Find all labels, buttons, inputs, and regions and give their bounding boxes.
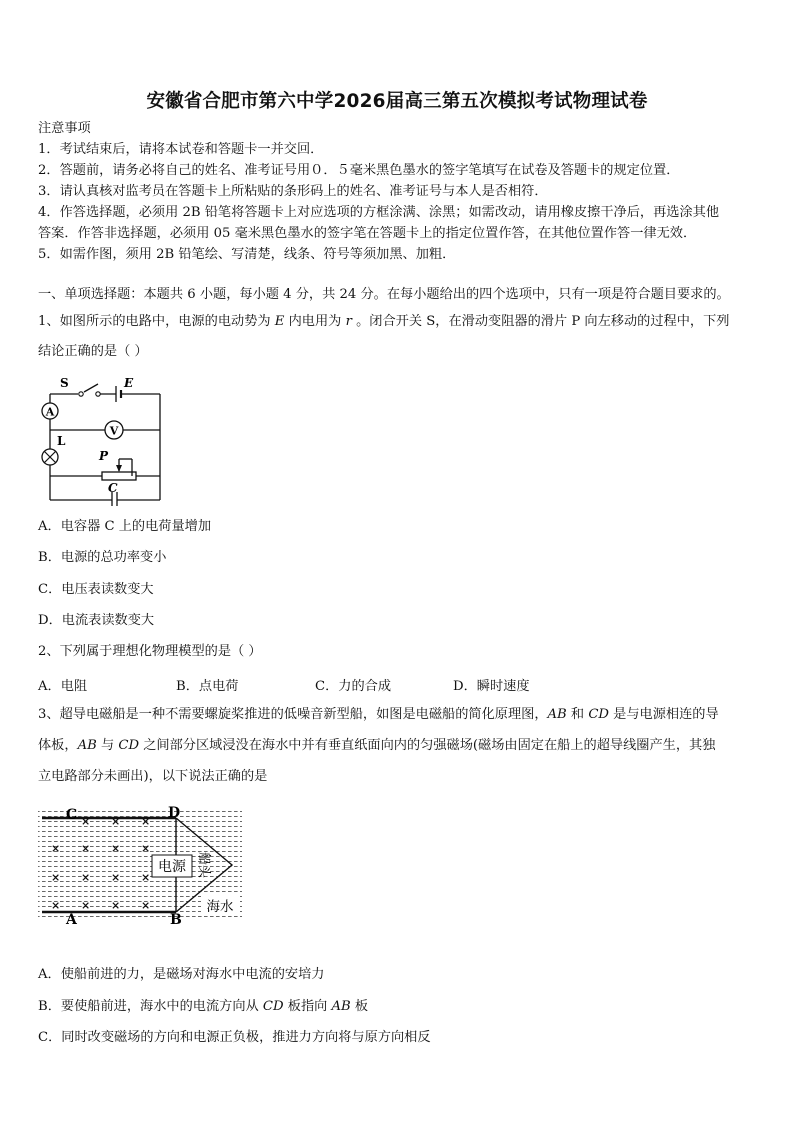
q3-option-b-part-b: 板指向 [283, 999, 332, 1014]
lamp-label: L [57, 434, 66, 448]
notice-item-2: 2．答题前，请务必将自己的姓名、准考证号用０．５毫米黑色墨水的签字笔填写在试卷及答题卡的规定位置． [38, 163, 680, 178]
q3-cd: CD [588, 707, 609, 722]
svg-text:×: × [141, 815, 151, 828]
q1-circuit-diagram [36, 372, 168, 506]
svg-text:×: × [81, 815, 91, 828]
svg-text:×: × [51, 842, 61, 855]
slider-arrow-icon [116, 465, 122, 472]
q3-option-b-ab: AB [331, 999, 351, 1014]
svg-text:×: × [111, 842, 121, 855]
svg-text:×: × [51, 871, 61, 884]
voltmeter-label: V [109, 424, 119, 438]
notice-item-5: 5．如需作图，须用 2B 铅笔绘、写清楚，线条、符号等须加黑、加粗． [38, 247, 456, 262]
q1-option-d: D．电流表读数变大 [38, 613, 155, 628]
svg-text:×: × [81, 871, 91, 884]
q2-option-b: B．点电荷 [176, 679, 239, 694]
q2-stem: 2、下列属于理想化物理模型的是（ ） [38, 644, 262, 659]
q3-stem2-part-b: 与 [96, 738, 119, 753]
q3-option-b-part-c: 板 [350, 999, 369, 1014]
q3-ab-2: AB [77, 738, 97, 753]
svg-text:×: × [111, 871, 121, 884]
lamp-icon [42, 449, 58, 465]
q3-option-c: C．同时改变磁场的方向和电源正负极，推进力方向将与原方向相反 [38, 1030, 431, 1045]
q1-stem-part-a: 1、如图所示的电路中，电源的电动势为 [38, 314, 271, 329]
svg-text:×: × [141, 842, 151, 855]
q3-option-b-cd: CD [262, 999, 284, 1014]
notice-item-4-cont: 答案．作答非选择题，必须用 05 毫米黑色墨水的签字笔在答题卡上的指定位置作答，在其他位置作答一律无效． [38, 226, 697, 241]
switch-contact-right [96, 392, 100, 396]
svg-text:×: × [111, 815, 121, 828]
point-a-label: A [66, 912, 77, 928]
capacitor-label: C [108, 481, 118, 495]
switch-contact-left [79, 392, 83, 396]
point-b-label: B [170, 912, 182, 928]
switch-label: S [60, 376, 69, 390]
q3-stem-part-a: 3、超导电磁船是一种不需要螺旋桨推进的低噪音新型船，如图是电磁船的简化原理图， [38, 707, 548, 722]
q3-cd-2: CD [118, 738, 140, 753]
slider-label: P [99, 449, 109, 463]
svg-text:×: × [81, 842, 91, 855]
q3-ship-diagram [36, 804, 246, 928]
notice-item-4: 4．作答选择题，必须用 2B 铅笔将答题卡上对应选项的方框涂满、涂黑；如需改动，请用橡皮擦干净后，再选涂其他 [38, 205, 720, 220]
q2-option-a: A．电阻 [38, 679, 88, 694]
q1-stem-part-c: 。闭合开关 S，在滑动变阻器的滑片 P 向左移动的过程中，下列 [356, 314, 730, 329]
notice-heading: 注意事项 [38, 121, 91, 136]
q3-stem-part-b: 是与电源相连的导 [608, 707, 719, 722]
svg-text:×: × [141, 871, 151, 884]
bow-label: 船头 [196, 852, 211, 879]
q1-option-b: B．电源的总功率变小 [38, 550, 167, 565]
svg-text:×: × [111, 899, 121, 912]
q1-stem-part-b: 内电用为 [288, 314, 342, 329]
q3-stem2-part-a: 体板， [38, 738, 78, 753]
point-c-label: C [66, 807, 78, 823]
notice-item-1: 1．考试结束后，请将本试卷和答题卡一并交回． [38, 142, 324, 157]
sea-label: 海水 [206, 899, 234, 915]
page-title: 安徽省合肥市第六中学2026届高三第五次模拟考试物理试卷 [146, 91, 648, 112]
q1-var-r: r [345, 314, 352, 329]
q3-option-b-part-a: B．要使船前进，海水中的电流方向从 [38, 999, 263, 1014]
q2-option-c: C．力的合成 [315, 679, 392, 694]
ammeter-label: A [45, 405, 55, 419]
q1-stem-line2: 结论正确的是（ ） [38, 344, 148, 359]
q3-ab: AB [547, 707, 567, 722]
svg-text:×: × [141, 899, 151, 912]
emf-label: E [124, 376, 134, 390]
point-d-label: D [168, 805, 181, 821]
q3-option-b [38, 998, 368, 1016]
q1-stem-line1 [38, 313, 729, 331]
q1-option-c: C．电压表读数变大 [38, 582, 154, 597]
q1-var-e: E [274, 314, 285, 329]
q3-stem-line2 [38, 737, 715, 755]
q2-option-d: D．瞬时速度 [453, 679, 530, 694]
svg-text:×: × [81, 899, 91, 912]
q3-option-a: A．使船前进的力，是磁场对海水中电流的安培力 [38, 967, 325, 982]
notice-item-3: 3．请认真核对监考员在答题卡上所粘贴的条形码上的姓名、准考证号与本人是否相符． [38, 184, 548, 199]
section-heading: 一、单项选择题：本题共 6 小题，每小题 4 分，共 24 分。在每小题给出的四个选项中，只有一项是符合题目要求的。 [38, 287, 730, 302]
q3-stem2-part-c: 之间部分区域浸没在海水中并有垂直纸面向内的匀强磁场(磁场由固定在船上的超导线圈产生，其独 [139, 738, 716, 753]
q3-and: 和 [566, 707, 589, 722]
svg-text:×: × [51, 899, 61, 912]
q3-stem-line1 [38, 706, 719, 724]
q1-option-a: A．电容器 C 上的电荷量增加 [38, 519, 212, 534]
q3-stem-line3: 立电路部分未画出)，以下说法正确的是 [38, 769, 268, 784]
power-label: 电源 [158, 859, 186, 875]
q2-options [38, 675, 738, 693]
